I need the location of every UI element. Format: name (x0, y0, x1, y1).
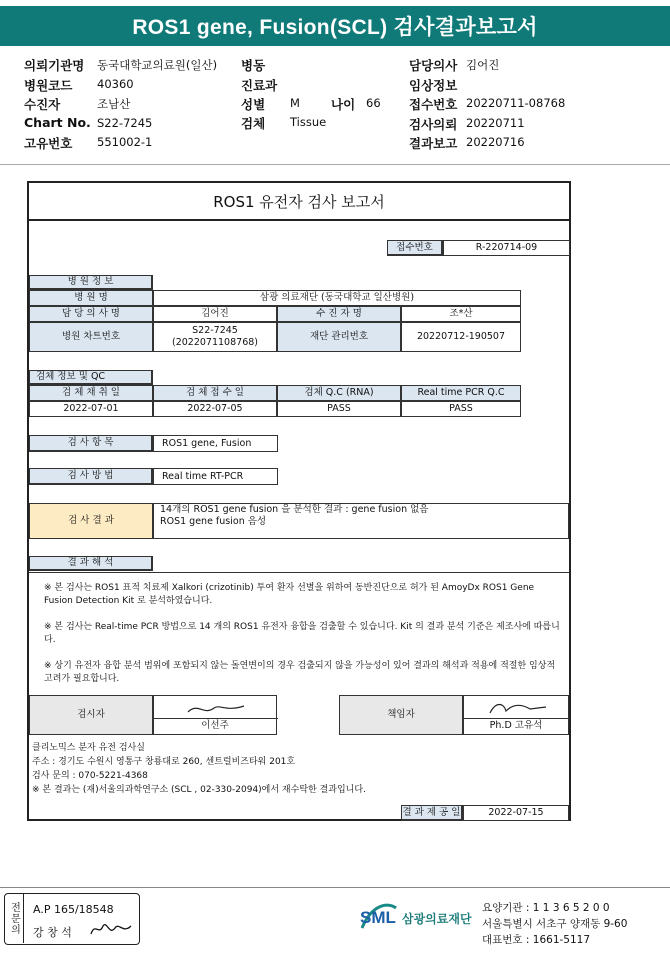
header-divider (0, 164, 670, 165)
result-report-value: 20220716 (466, 135, 525, 149)
specimen-header-2: 검체 Q.C (RNA) (277, 385, 401, 401)
stamp-name: 강 창 석 (33, 926, 72, 939)
test-result-line-1: 14개의 ROS1 gene fusion 을 분석한 결과 : gene fusion 없음 (160, 504, 429, 515)
unique-no-label: 고유번호 (24, 136, 73, 151)
logo-text: SML (360, 908, 396, 927)
patient-name-label: 수 진 자 명 (277, 306, 401, 322)
provided-date-label: 결 과 제 공 일 (401, 805, 463, 821)
chart-number-line-2: (2022071108768) (172, 337, 258, 348)
clinical-info-label: 임상정보 (409, 78, 458, 93)
examiner-signature (153, 695, 277, 735)
specialist-stamp (4, 893, 140, 945)
interpretation-divider (29, 572, 569, 573)
test-result-label: 검 사 결 과 (29, 503, 153, 539)
manager-signature-mark (486, 699, 550, 717)
specimen-header-1: 검 체 접 수 일 (153, 385, 277, 401)
examiner-name: 이선주 (201, 720, 229, 732)
stamp-signature-mark (89, 918, 133, 940)
lab-phone: 검사 문의 : 070-5221-4368 (32, 771, 148, 781)
specimen-value-2: PASS (277, 401, 401, 417)
specimen-value-3: PASS (401, 401, 521, 417)
institution-value: 동국대학교의료원(일산) (97, 58, 218, 72)
lab-note: ※ 본 결과는 (재)서울의과학연구소 (SCL , 02-330-2094)에서 재수탁한 결과입니다. (32, 785, 366, 795)
hospital-code-label: 병원코드 (24, 78, 73, 93)
test-result-line-2: ROS1 gene fusion 음성 (160, 515, 267, 527)
chart-number-line-1: S22-7245 (192, 325, 238, 337)
footer-contact (482, 901, 627, 948)
specimen-value-0: 2022-07-01 (29, 401, 153, 417)
test-request-label: 검사의뢰 (409, 117, 458, 132)
lab-name: 클리노믹스 분자 유전 검사실 (32, 743, 145, 753)
manager-label: 책임자 (339, 695, 463, 735)
test-result-value (153, 503, 569, 539)
doctor-value: 김어진 (466, 58, 500, 72)
lab-address: 주소 : 경기도 수원시 영통구 창룡대로 260, 센트럴비즈타워 201호 (32, 757, 296, 767)
test-item-value: ROS1 gene, Fusion (153, 435, 278, 452)
footer-address: 서울특별시 서초구 양재동 9-60 (482, 917, 628, 930)
specimen-header-3: Real time PCR Q.C (401, 385, 521, 401)
ward-label: 병동 (241, 58, 266, 73)
department-label: 진료과 (241, 78, 278, 93)
specimen-value: Tissue (290, 115, 327, 129)
chart-no-label: Chart No. (24, 115, 91, 130)
patient-value: 조남산 (97, 97, 131, 111)
institution-label: 의뢰기관명 (24, 58, 85, 73)
doctor-name-label: 담 당 의 사 명 (29, 306, 153, 322)
doctor-label: 담당의사 (409, 58, 458, 73)
chart-no-value: S22-7245 (97, 116, 153, 130)
unique-no-value: 551002-1 (97, 135, 153, 149)
patient-label: 수진자 (24, 97, 61, 112)
examiner-label: 검시자 (29, 695, 153, 735)
sex-label: 성별 (241, 97, 266, 112)
specimen-info-section: 검체 정보 및 QC (29, 370, 153, 385)
receipt-number-value: R-220714-09 (443, 240, 570, 256)
stamp-label: 전문의 (5, 894, 24, 943)
hospital-code-value: 40360 (97, 77, 134, 91)
patient-name-value: 조*산 (401, 306, 521, 322)
test-item-label: 검 사 항 목 (29, 435, 153, 452)
test-method-label: 검 사 방 법 (29, 468, 153, 485)
receipt-no-value: 20220711-08768 (466, 96, 566, 110)
chart-number-value (153, 322, 277, 352)
interpretation-note-0: ※ 본 검사는 ROS1 표적 치료제 Xalkori (crizotinib) 투여 환자 선별을 위하여 동반진단으로 허가 된 AmoyDx ROS1 Gene Fusion Detection Kit 로 분석하였습니다. (44, 583, 535, 607)
manager-name: Ph.D 고유석 (489, 720, 543, 732)
examiner-signature-mark (184, 700, 248, 718)
report-banner-title: ROS1 gene, Fusion(SCL) 검사결과보고서 (0, 6, 670, 46)
receipt-no-label: 접수번호 (409, 97, 458, 112)
age-label: 나이 (331, 97, 356, 112)
specimen-label: 검체 (241, 116, 266, 131)
receipt-number-label: 접수번호 (387, 240, 443, 256)
chart-number-label: 병원 차트번호 (29, 322, 153, 352)
foundation-number-value: 20220712-190507 (401, 322, 521, 352)
age-value: 66 (366, 96, 381, 110)
test-method-value: Real time RT-PCR (153, 468, 278, 485)
manager-signature (463, 695, 569, 735)
sml-logo (358, 900, 474, 936)
doctor-name-value: 김어진 (153, 306, 277, 322)
report-title: ROS1 유전자 검사 보고서 (29, 183, 569, 221)
provided-date-value: 2022-07-15 (463, 805, 569, 821)
specimen-header-0: 검 체 채 취 일 (29, 385, 153, 401)
interpretation-note-2: ※ 상기 유전자 융합 분석 범위에 포함되지 않는 돌연변이의 경우 검출되지 않을 가능성이 있어 결과의 해석과 적용에 적절한 임상적 고려가 필요합니다. (44, 661, 556, 685)
foundation-name: 삼광의료재단 (402, 911, 472, 926)
foundation-number-label: 재단 관리번호 (277, 322, 401, 352)
stamp-ap: A.P 165/18548 (33, 903, 114, 916)
hospital-info-section: 병 원 정 보 (29, 275, 153, 290)
interpretation-section: 결 과 해 석 (29, 556, 153, 571)
footer-phone: 대표번호 : 1661-5117 (482, 933, 591, 946)
hospital-name-label: 병 원 명 (29, 290, 153, 306)
hospital-name-value: 삼광 의료재단 (동국대학교 일산병원) (153, 290, 521, 306)
sex-value: M (290, 96, 300, 110)
institution-code: 요양기관 : 1 1 3 6 5 2 0 0 (482, 902, 610, 914)
footer-divider (0, 887, 670, 888)
result-report-label: 결과보고 (409, 136, 458, 151)
interpretation-note-1: ※ 본 검사는 Real-time PCR 방법으로 14 개의 ROS1 유전자 융합을 검출할 수 있습니다. Kit 의 결과 분석 기준은 제조사에 따릅니다. (44, 622, 560, 646)
specimen-value-1: 2022-07-05 (153, 401, 277, 417)
test-request-value: 20220711 (466, 116, 525, 130)
